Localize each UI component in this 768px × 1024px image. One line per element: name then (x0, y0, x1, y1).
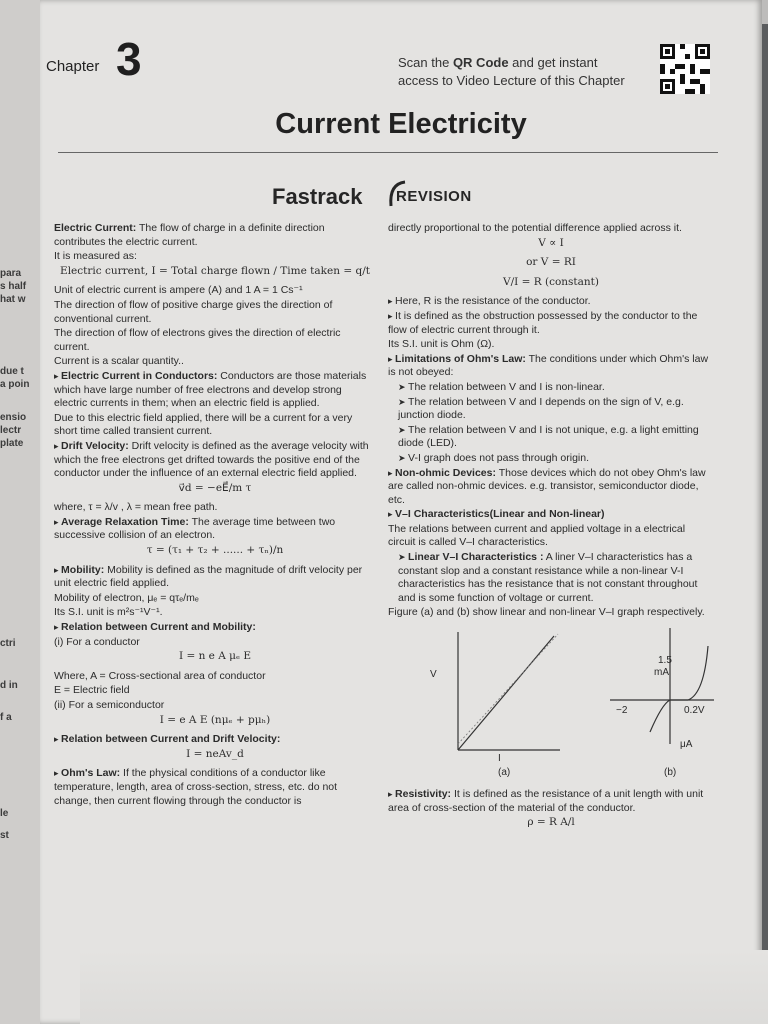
equation (388, 237, 714, 251)
paragraph (54, 684, 376, 698)
text: The direction of flow of electrons gives the direction of electric current. (54, 327, 341, 353)
graph-b-y-neg-unit: μA (680, 739, 693, 751)
revision-heading: REVISION (396, 188, 472, 205)
paragraph (54, 299, 376, 326)
paragraph (54, 250, 376, 264)
text: V ∝ I (538, 236, 564, 249)
text: (ii) For a semiconductor (54, 699, 165, 711)
chapter-number: 3 (116, 33, 142, 85)
equation (54, 714, 376, 728)
paragraph (54, 501, 376, 515)
sub-point (388, 396, 714, 423)
qr-text-bold: QR Code (452, 55, 509, 70)
text: The average time between two successive collision of an electron. (54, 515, 336, 542)
bold-term: Ohm's Law: (61, 767, 121, 780)
graph-a-y-label: V (430, 669, 437, 681)
equation (388, 276, 714, 290)
prev-text-fragment: a poin (0, 379, 30, 390)
text: or V = RI (526, 256, 576, 269)
text: The relation between V and I is non-linear. (408, 380, 605, 393)
right-column (388, 222, 714, 836)
prev-text-fragment: ensio (0, 412, 27, 423)
text: I = neAv_d (186, 747, 244, 760)
prev-text-fragment: due t (0, 366, 24, 377)
graph-b-x-neg-tick: −2 (616, 705, 628, 717)
text: I = n e A μₑ E (178, 650, 252, 663)
paragraph (388, 523, 714, 550)
equation (54, 482, 376, 496)
text: where, τ = λ/v , λ = mean free path. (54, 501, 218, 514)
bold-term: Linear V–I Characteristics : (408, 551, 544, 564)
graph-b-x-pos-tick: 0.2V (684, 705, 705, 717)
bullet-point (54, 516, 376, 543)
text: Due to this electric field applied, there will be a current for a very short time called transient current. (54, 411, 353, 438)
text: It is defined as the obstruction possessed by the conductor to the flow of electric current through it. (388, 309, 698, 336)
qr-instruction (398, 54, 648, 90)
text: τ = (τ₁ + τ₂ + ...... + τₙ)/n (146, 544, 284, 557)
bold-term: Resistivity: (395, 788, 452, 801)
bold-term: Mobility: (61, 563, 105, 576)
text: Figure (a) and (b) show linear and non-linear V–I graph respectively. (388, 606, 705, 619)
text: The relation between V and I depends on the sign of V, e.g. junction diode. (398, 395, 684, 422)
text: It is defined as the resistance of a unit length with unit area of cross-section of the material of the conductor. (388, 788, 704, 814)
paragraph (54, 355, 376, 369)
vi-graph-figure (388, 624, 714, 784)
text: ρ = R A/l (527, 816, 575, 829)
qr-code-icon[interactable] (660, 44, 710, 94)
bullet-point (54, 370, 376, 411)
qr-text-line2: access to Video Lecture of this Chapter (398, 73, 625, 88)
prev-text-fragment: st (0, 830, 9, 841)
text: Here, R is the resistance of the conductor. (395, 295, 591, 308)
prev-text-fragment: hat w (0, 294, 26, 305)
graph-a-dotted-line (458, 634, 558, 744)
text: The conditions under which Ohm's law is not obeyed: (388, 352, 709, 379)
left-column (54, 222, 376, 809)
prev-text-fragment: para (0, 268, 22, 279)
page-bottom (80, 950, 768, 1024)
paragraph (54, 284, 376, 298)
equation (388, 256, 714, 270)
vi-graphs (388, 624, 714, 784)
bold-term: V–I Characteristics(Linear and Non-linear) (395, 508, 605, 521)
graph-b-y-unit: mA (654, 667, 669, 679)
paragraph (54, 699, 376, 713)
title-divider (58, 152, 718, 153)
prev-text-fragment: ctri (0, 638, 16, 649)
prev-text-fragment: lectr (0, 425, 22, 436)
text: (i) For a conductor (54, 635, 140, 648)
text: Those devices which do not obey Ohm's law are called non-ohmic devices. e.g. transistor, semiconductor diode, etc. (388, 466, 706, 506)
paragraph (388, 606, 714, 620)
prev-text-fragment: s half (0, 281, 27, 292)
bullet-point (54, 621, 376, 635)
paragraph (54, 327, 376, 354)
bold-term: Electric Current: (54, 222, 137, 234)
bullet-point (388, 788, 714, 815)
text: Its S.I. unit is m²s⁻¹V⁻¹. (54, 606, 163, 619)
text: v⃗d = −eE⃗/m τ (178, 481, 252, 494)
chapter-label: Chapter (46, 58, 100, 75)
paragraph (54, 670, 376, 684)
text: A liner V–I characteristics has a constant slop and a constant resistance while a non-linear V-I characteristics has the resistance that is not constant throughout and is some function of voltage or current. (398, 551, 698, 604)
sub-point (388, 452, 714, 466)
text: The direction of flow of positive charge gives the direction of conventional current. (54, 298, 333, 325)
sub-point (388, 551, 714, 605)
bullet-point (54, 440, 376, 481)
sub-point (388, 381, 714, 395)
paragraph (54, 592, 376, 606)
bold-term: Average Relaxation Time: (61, 515, 189, 528)
qr-text-pre: Scan the (398, 55, 453, 70)
bold-term: Non-ohmic Devices: (395, 466, 496, 479)
text: Current is a scalar quantity.. (54, 355, 184, 368)
text: The flow of charge in a definite direction contributes the electric current. (54, 222, 325, 248)
bold-term: Relation between Current and Drift Velocity: (61, 733, 281, 746)
bold-term: Drift Velocity: (61, 439, 129, 452)
text: Electric current, I = Total charge flown / Time taken = q/t (60, 264, 370, 277)
bold-term: Electric Current in Conductors: (61, 369, 218, 382)
text: V-I graph does not pass through origin. (408, 451, 589, 464)
fastrack-heading: Fastrack (272, 184, 363, 209)
graph-a-caption: (a) (498, 767, 511, 779)
equation (54, 265, 376, 279)
prev-text-fragment: le (0, 808, 9, 819)
graph-a-linear-line (458, 636, 554, 750)
text: If the physical conditions of a conductor like temperature, length, area of cross-section, stress, etc. do not change, then current flowing through the conductor is (54, 767, 338, 807)
paragraph (54, 636, 376, 650)
text: Where, A = Cross-sectional area of conductor (54, 669, 266, 682)
text: I = e A E (nμₑ + pμₕ) (159, 713, 271, 726)
text: E = Electric field (54, 684, 130, 697)
bullet-point (388, 295, 714, 309)
graph-b-caption: (b) (664, 767, 677, 779)
graph-b-y-tick: 1.5 (658, 655, 672, 667)
bullet-point (54, 564, 376, 591)
equation (54, 544, 376, 558)
text: The relations between current and applied voltage in a electrical circuit is called V–I characteristics. (388, 522, 686, 549)
paragraph (54, 606, 376, 620)
paragraph (54, 412, 376, 439)
bullet-point (388, 310, 714, 337)
paragraph (54, 222, 376, 249)
graph-a-x-label: I (498, 753, 501, 765)
text: V/I = R (constant) (503, 275, 599, 288)
prev-text-fragment: f a (0, 712, 12, 723)
sub-point (388, 424, 714, 451)
bullet-point (388, 467, 714, 508)
equation (54, 650, 376, 664)
qr-text-post: and get instant (508, 55, 598, 70)
text: It is measured as: (54, 250, 137, 263)
bullet-point (54, 733, 376, 747)
bullet-point (388, 353, 714, 380)
paragraph (388, 338, 714, 352)
bullet-point (388, 508, 714, 522)
paragraph (388, 222, 714, 236)
book-page (40, 0, 762, 1024)
text: Mobility of electron, μₑ = qτₑ/mₑ (54, 591, 199, 604)
text: Mobility is defined as the magnitude of drift velocity per unit electric field applied. (54, 563, 363, 590)
text: Conductors are those materials which have large number of free electrons and develop strong electric currents in them; when an electric field is applied. (54, 369, 367, 410)
equation (388, 816, 714, 830)
prev-text-fragment: d in (0, 680, 18, 691)
text: Unit of electric current is ampere (A) and 1 A = 1 Cs⁻¹ (54, 284, 303, 297)
text: directly proportional to the potential difference applied across it. (388, 222, 682, 234)
equation (54, 748, 376, 762)
bold-term: Relation between Current and Mobility: (61, 621, 256, 634)
text: Its S.I. unit is Ohm (Ω). (388, 338, 495, 351)
bullet-point (54, 767, 376, 808)
bold-term: Limitations of Ohm's Law: (395, 352, 526, 365)
chapter-title: Current Electricity (275, 108, 527, 140)
text: The relation between V and I is not unique, e.g. a light emitting diode (LED). (398, 423, 699, 450)
prev-text-fragment: plate (0, 438, 24, 449)
text: Drift velocity is defined as the average velocity with which the free electrons get drifted towards the positive end of the conductor under the influence of an external electric field applied. (54, 439, 369, 480)
